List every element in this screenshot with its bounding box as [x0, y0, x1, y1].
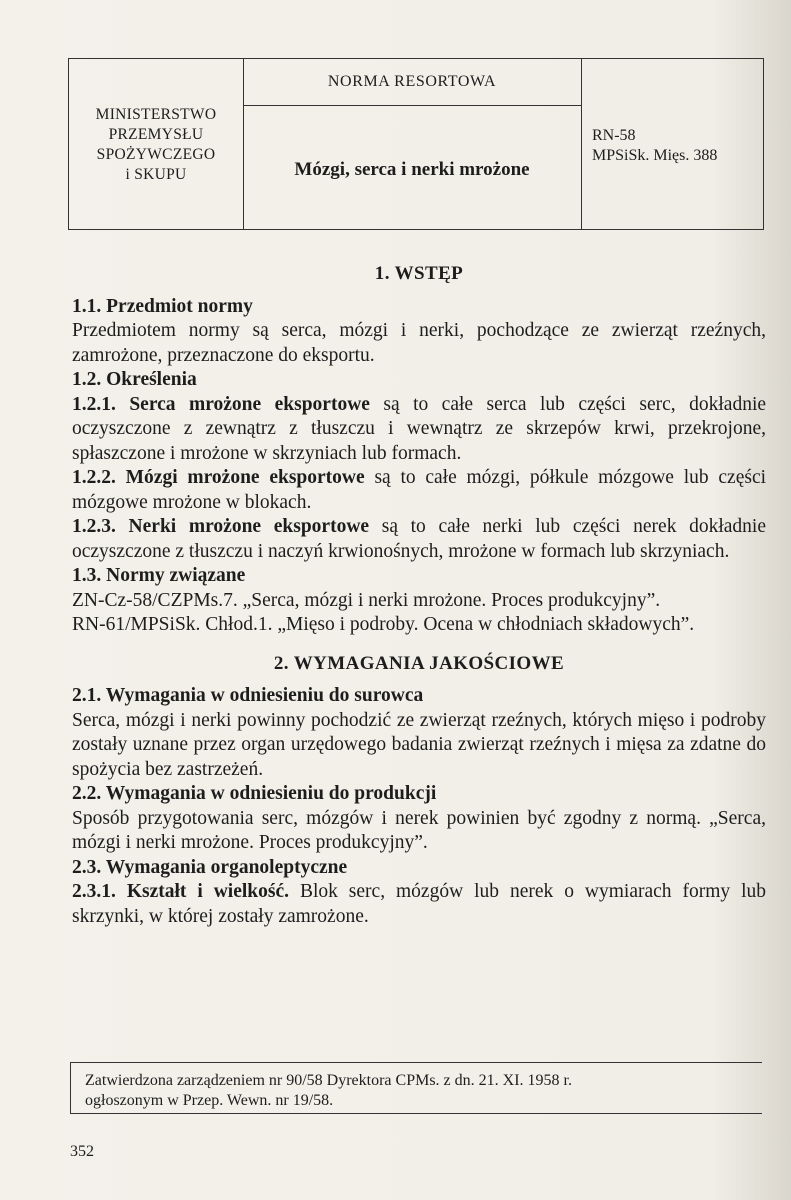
- norma-title: Mózgi, serca i nerki mrożone: [294, 159, 530, 180]
- approval-note-line: Zatwierdzona zarządzeniem nr 90/58 Dyrektora CPMs. z dn. 21. XI. 1958 r.: [85, 1072, 572, 1089]
- definition-text: są to całe nerki lub części nerek dokładnie oczyszczone z tłuszczu i naczyń krwionośnych, mrożone w formach lub skrzyniach.: [72, 516, 767, 562]
- subsection-heading: 2.1. Wymagania w odniesieniu do surowca: [72, 685, 424, 706]
- document-body: [72, 262, 766, 929]
- paragraph: Serca, mózgi i nerki powinny pochodzić ze zwierząt rzeźnych, których mięso i podroby zostały uznane przez organ urzędowego badania zwierząt rzeźnych i mięsa za zdatne do spożycia bez zastrzeżeń.: [72, 709, 766, 780]
- definition-text: Blok serc, mózgów lub nerek o wymiarach formy lub skrzynki, w której zostały zamrożone.: [72, 881, 766, 927]
- norma-cell: [243, 59, 581, 229]
- paragraph: Przedmiotem normy są serca, mózgi i nerki, pochodzące ze zwierząt rzeźnych, zamrożone, przeznaczone do eksportu.: [72, 320, 766, 366]
- code-line: RN-58: [592, 127, 636, 144]
- subsection-heading: 2.2. Wymagania w odniesieniu do produkcji: [72, 783, 437, 804]
- section-heading: 1. WSTĘP: [374, 263, 464, 284]
- norma-code: [592, 126, 717, 166]
- definition-number: 1.2.1.: [72, 393, 116, 415]
- definition-text: są to całe mózgi, półkule mózgowe lub części mózgowe mrożone w blokach.: [72, 467, 767, 513]
- subsection-heading: 1.2. Określenia: [72, 369, 197, 390]
- ministry-line: PRZEMYSŁU: [108, 126, 204, 143]
- definition-term: Kształt i wielkość.: [126, 881, 289, 902]
- code-cell: [581, 59, 764, 229]
- definition-number: 1.2.2.: [72, 467, 116, 488]
- paragraph: Sposób przygotowania serc, mózgów i nerek powinien być zgodny z normą. „Serca, mózgi i nerki mrożone. Proces produkcyjny”.: [72, 807, 766, 853]
- definition-text: są to całe serca lub części serc, dokładnie oczyszczone z zewnątrz z tłuszczu i wewnątrz ze skrzepów krwi, przekrojone, spłaszczone i mrożone w skrzyniach lub formach.: [72, 393, 767, 464]
- ministry-line: i SKUPU: [125, 166, 187, 183]
- reference-line: ZN-Cz-58/CZPMs.7. „Serca, mózgi i nerki mrożone. Proces produkcyjny”.: [72, 589, 661, 611]
- section-heading: 2. WYMAGANIA JAKOŚCIOWE: [273, 652, 565, 674]
- code-line: MPSiSk. Mięs. 388: [592, 147, 718, 164]
- approval-note: [70, 1062, 762, 1114]
- subsection-heading: 1.3. Normy związane: [72, 565, 246, 586]
- norma-label: NORMA RESORTOWA: [327, 73, 497, 90]
- ministry-cell: [68, 59, 244, 229]
- definition-term: Mózgi mrożone eksportowe: [125, 467, 365, 488]
- approval-note-line: ogłoszonym w Przep. Wewn. nr 19/58.: [85, 1092, 334, 1109]
- subsection-heading: 2.3. Wymagania organoleptyczne: [72, 856, 348, 878]
- subsection-heading: 1.1. Przedmiot normy: [72, 295, 253, 317]
- definition-paragraph: [72, 880, 766, 929]
- definition-term: Nerki mrożone eksportowe: [128, 516, 370, 537]
- ministry-line: MINISTERSTWO: [95, 106, 217, 123]
- definition-paragraph: [72, 515, 766, 564]
- ministry-line: SPOŻYWCZEGO: [96, 146, 216, 163]
- definition-number: 2.3.1.: [72, 881, 116, 902]
- ministry-name: [69, 105, 243, 185]
- definition-paragraph: [72, 393, 766, 467]
- page-number: 352: [70, 1143, 94, 1160]
- definition-term: Serca mrożone eksportowe: [129, 393, 370, 415]
- header-table: [68, 58, 764, 230]
- header-divider: [243, 105, 581, 106]
- reference-line: RN-61/MPSiSk. Chłod.1. „Mięso i podroby. Ocena w chłodniach składowych”.: [72, 614, 695, 635]
- definition-number: 1.2.3.: [72, 516, 116, 537]
- definition-paragraph: [72, 466, 766, 515]
